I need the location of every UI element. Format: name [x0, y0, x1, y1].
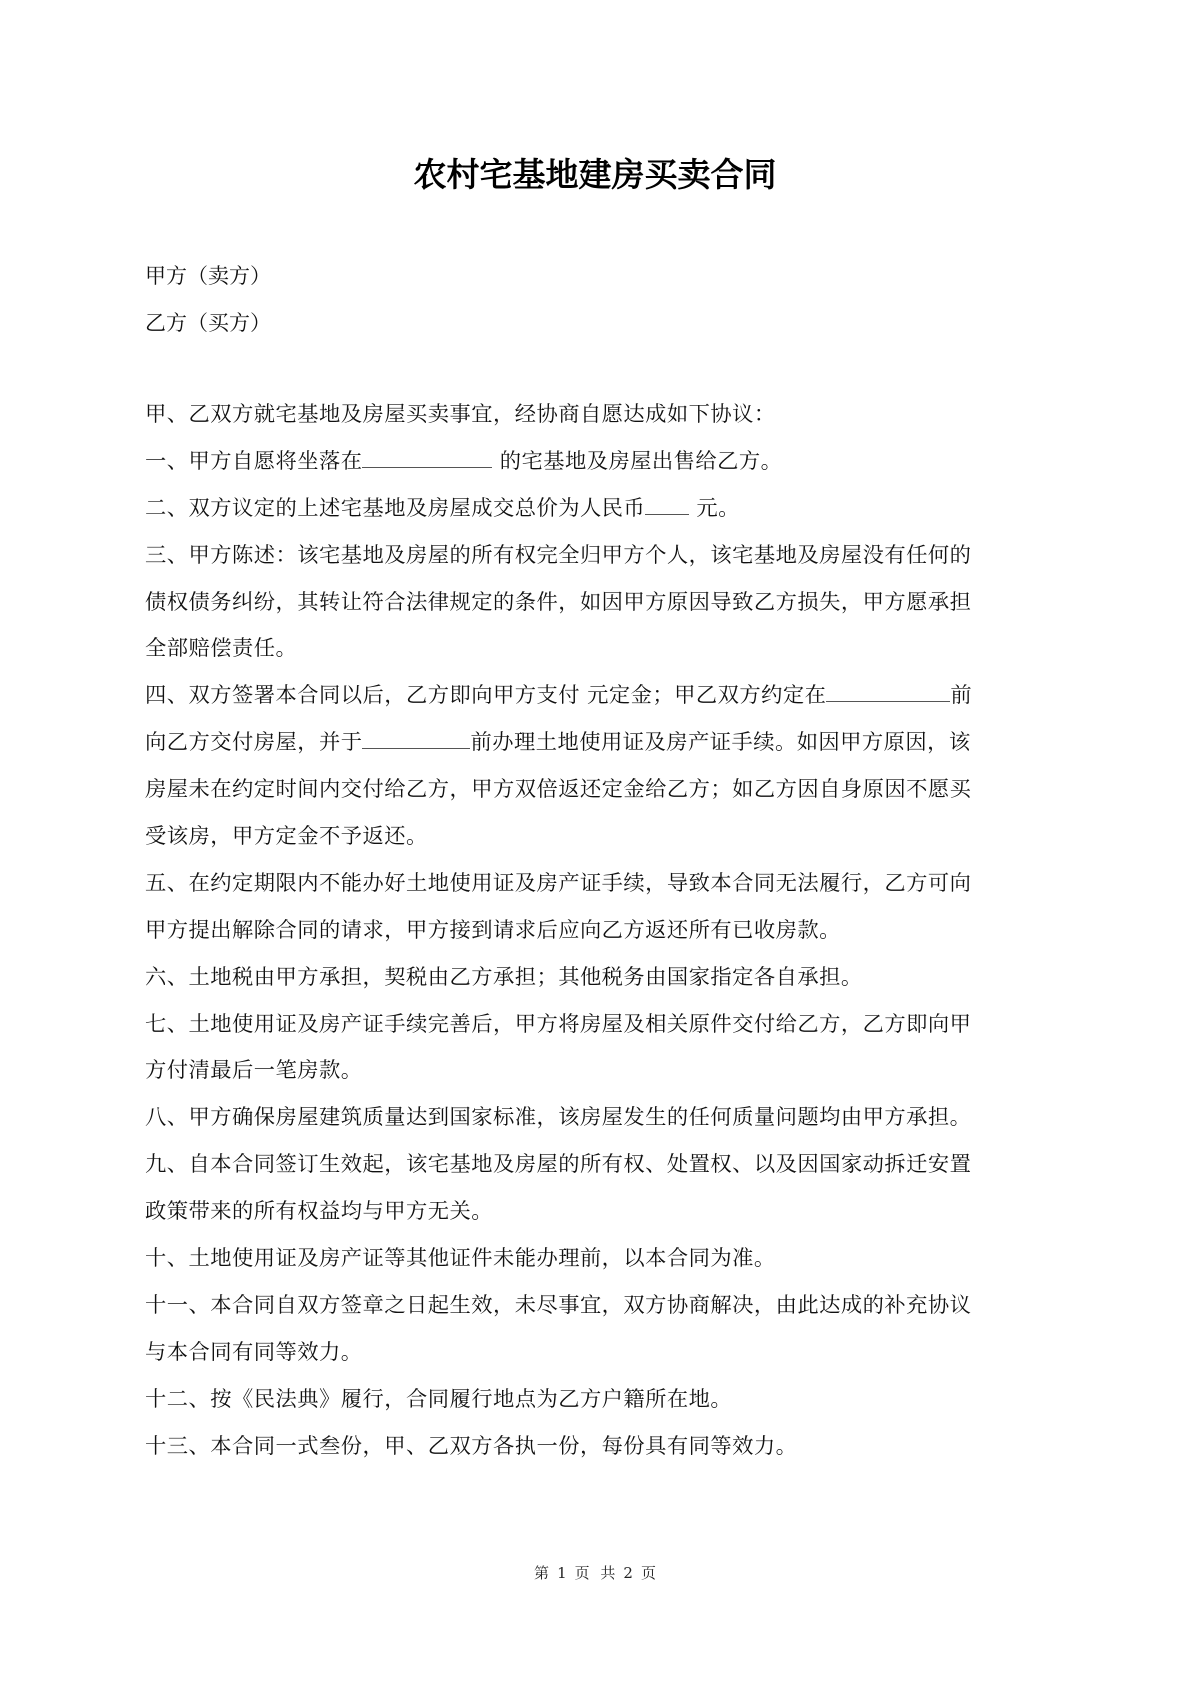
- contract-line: 八、甲方确保房屋建筑质量达到国家标准，该房屋发生的任何质量问题均由甲方承担。: [145, 1105, 972, 1131]
- contract-line: 七、土地使用证及房产证手续完善后，甲方将房屋及相关原件交付给乙方，乙方即向甲: [145, 1011, 972, 1037]
- line-text: 二、双方议定的上述宅基地及房屋成交总价为人民币: [145, 495, 646, 521]
- page-total: 2: [623, 1564, 633, 1582]
- contract-line: 六、土地税由甲方承担，契税由乙方承担；其他税务由国家指定各自承担。: [145, 964, 863, 990]
- contract-line: 房屋未在约定时间内交付给乙方，甲方双倍返还定金给乙方；如乙方因自身原因不愿买: [145, 777, 972, 803]
- contract-line: 十一、本合同自双方签章之日起生效，未尽事宜，双方协商解决，由此达成的补充协议: [145, 1292, 972, 1318]
- page-current: 1: [557, 1564, 567, 1582]
- contract-line: [145, 726, 1065, 773]
- contract-line: 全部赔偿责任。: [145, 636, 298, 662]
- line-text: 的宅基地及房屋出售给乙方。: [492, 448, 783, 474]
- contract-line: 十三、本合同一式叁份，甲、乙双方各执一份，每份具有同等效力。: [145, 1433, 798, 1459]
- party-a-label: 甲方（卖方）: [145, 264, 271, 288]
- line-text: 向乙方交付房屋，并于: [145, 730, 363, 756]
- fill-in-blank: [362, 445, 492, 468]
- line-text: 前: [950, 683, 973, 709]
- contract-line: 受该房，甲方定金不予返还。: [145, 824, 428, 850]
- contract-line: 债权债务纠纷，其转让符合法律规定的条件，如因甲方原因导致乙方损失，甲方愿承担: [145, 589, 972, 615]
- footer-label-of: 页 共: [574, 1564, 616, 1582]
- contract-line: 五、在约定期限内不能办好土地使用证及房产证手续，导致本合同无法履行，乙方可向: [145, 870, 972, 896]
- line-text: 元。: [689, 495, 740, 521]
- fill-in-blank: [362, 726, 470, 749]
- contract-body: [145, 398, 1065, 1476]
- fill-in-blank: [645, 492, 689, 515]
- contract-line: [145, 679, 1065, 726]
- contract-line: 方付清最后一笔房款。: [145, 1058, 363, 1084]
- footer-label-page: 第: [534, 1564, 550, 1582]
- footer-label-end: 页: [640, 1564, 656, 1582]
- page-footer: [0, 1560, 1190, 1586]
- contract-line: 三、甲方陈述：该宅基地及房屋的所有权完全归甲方个人，该宅基地及房屋没有任何的: [145, 542, 972, 568]
- line-text: 一、甲方自愿将坐落在: [145, 448, 363, 474]
- contract-line: 十二、按《民法典》履行，合同履行地点为乙方户籍所在地。: [145, 1386, 733, 1412]
- document-title: 农村宅基地建房买卖合同: [413, 155, 777, 194]
- party-b-label: 乙方（买方）: [145, 311, 271, 335]
- line-text: 前办理土地使用证及房产证手续。如因甲方原因，该: [470, 730, 971, 756]
- contract-line: 甲、乙双方就宅基地及房屋买卖事宜，经协商自愿达成如下协议：: [145, 402, 776, 427]
- fill-in-blank: [826, 679, 950, 702]
- contract-line: 甲方提出解除合同的请求，甲方接到请求后应向乙方返还所有已收房款。: [145, 917, 841, 943]
- contract-line: 与本合同有同等效力。: [145, 1339, 363, 1365]
- contract-line: 十、土地使用证及房产证等其他证件未能办理前，以本合同为准。: [145, 1246, 776, 1272]
- contract-line: 政策带来的所有权益均与甲方无关。: [145, 1199, 493, 1225]
- contract-line: [145, 445, 1065, 492]
- contract-line: [145, 492, 1065, 539]
- line-text: 四、双方签署本合同以后，乙方即向甲方支付 元定金；甲乙双方约定在: [145, 683, 827, 709]
- contract-line: 九、自本合同签订生效起，该宅基地及房屋的所有权、处置权、以及因国家动拆迁安置: [145, 1152, 972, 1178]
